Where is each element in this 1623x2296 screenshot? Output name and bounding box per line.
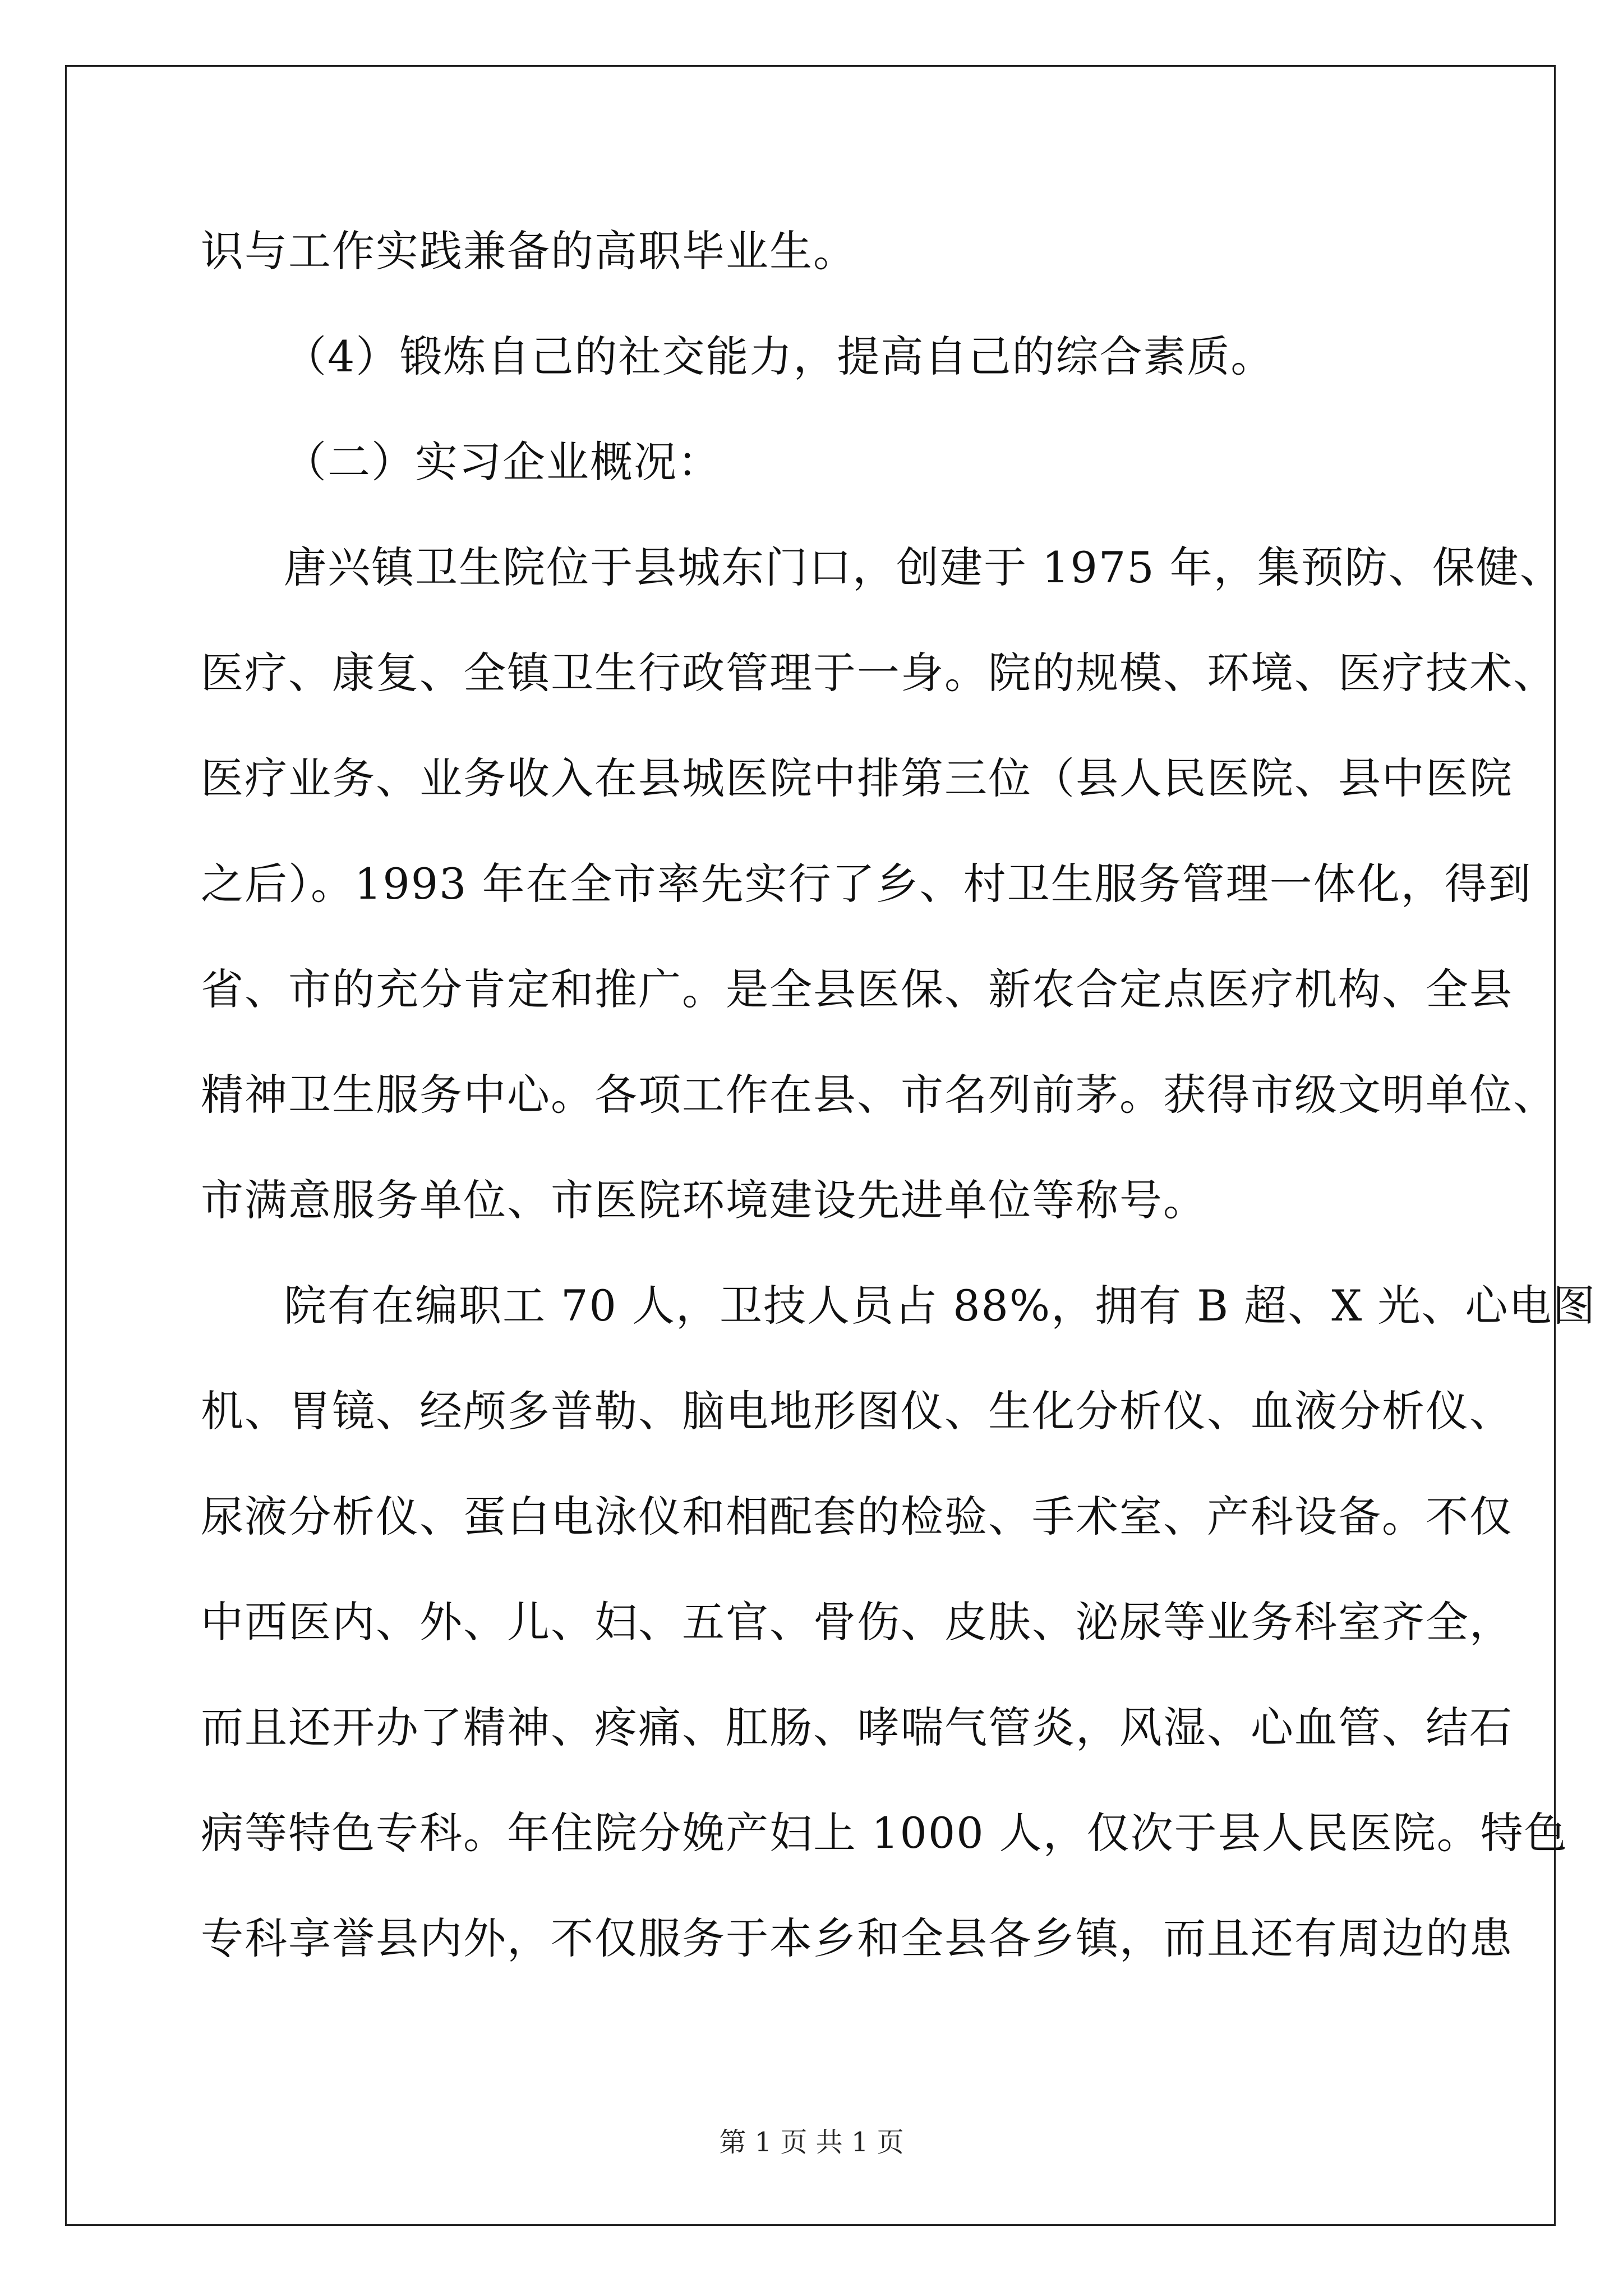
body-line-7: 之后）。1993 年在全市率先实行了乡、村卫生服务管理一体化，得到 xyxy=(201,859,1532,909)
body-line-10: 市满意服务单位、市医院环境建设先进单位等称号。 xyxy=(201,1175,1207,1225)
body-line-15: 而且还开办了精神、疼痛、肛肠、哮喘气管炎，风湿、心血管、结石 xyxy=(201,1703,1513,1752)
section-heading: （二）实习企业概况： xyxy=(284,437,721,487)
body-line-6: 医疗业务、业务收入在县城医院中排第三位（县人民医院、县中医院 xyxy=(201,753,1513,803)
body-line-5: 医疗、康复、全镇卫生行政管理于一身。院的规模、环境、医疗技术、 xyxy=(201,648,1557,698)
body-line-16: 病等特色专科。年住院分娩产妇上 1000 人，仅次于县人民医院。特色 xyxy=(201,1808,1568,1858)
body-line-2: （4）锻炼自己的社交能力，提高自己的综合素质。 xyxy=(284,332,1275,381)
body-line-1: 识与工作实践兼备的高职毕业生。 xyxy=(201,226,857,276)
body-line-8: 省、市的充分肯定和推广。是全县医保、新农合定点医疗机构、全县 xyxy=(201,964,1513,1014)
body-line-9: 精神卫生服务中心。各项工作在县、市名列前茅。获得市级文明单位、 xyxy=(201,1070,1557,1120)
body-line-14: 中西医内、外、儿、妇、五官、骨伤、皮肤、泌尿等业务科室齐全， xyxy=(201,1597,1513,1647)
body-line-11: 院有在编职工 70 人，卫技人员占 88%，拥有 B 超、X 光、心电图 xyxy=(284,1281,1597,1331)
body-line-13: 尿液分析仪、蛋白电泳仪和相配套的检验、手术室、产科设备。不仅 xyxy=(201,1492,1513,1542)
body-line-17: 专科享誉县内外，不仅服务于本乡和全县各乡镇，而且还有周边的患 xyxy=(201,1913,1513,1963)
page-number-footer: 第 1 页 共 1 页 xyxy=(719,2127,904,2158)
body-line-4: 唐兴镇卫生院位于县城东门口，创建于 1975 年，集预防、保健、 xyxy=(284,542,1564,592)
body-line-12: 机、胃镜、经颅多普勒、脑电地形图仪、生化分析仪、血液分析仪、 xyxy=(201,1386,1513,1436)
page-border xyxy=(65,65,1556,2226)
